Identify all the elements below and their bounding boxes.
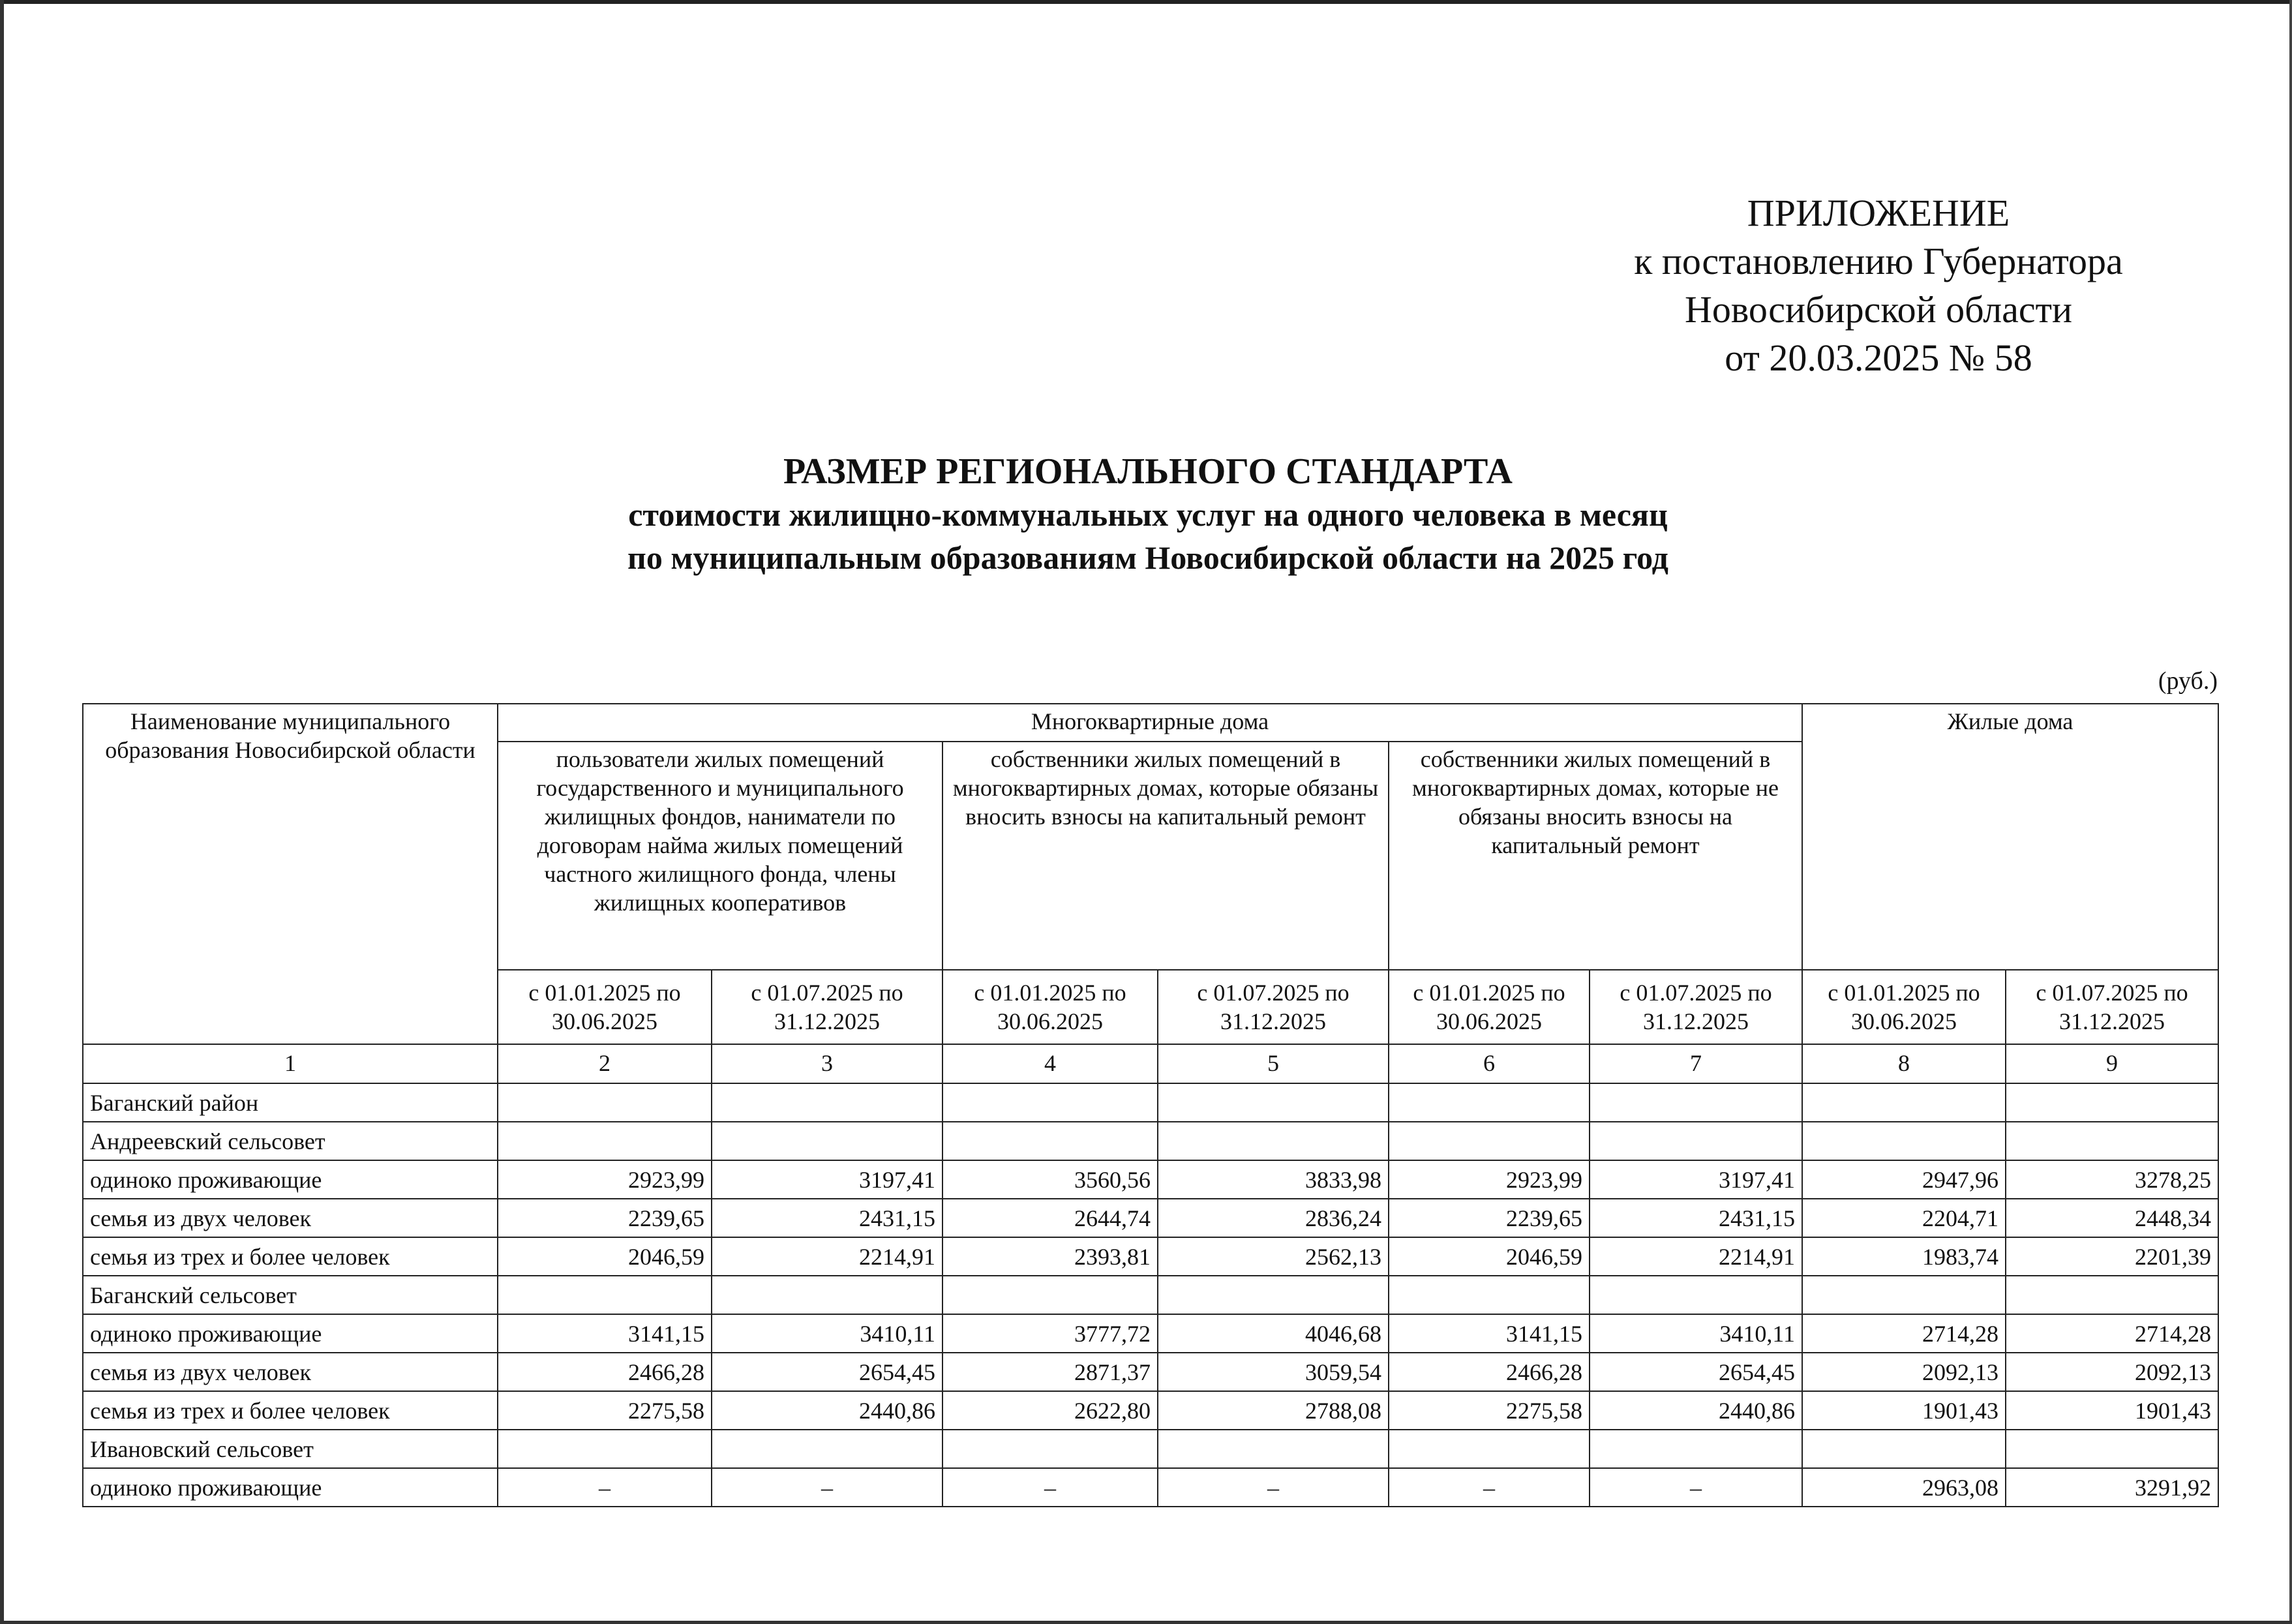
value-cell: 2923,99: [1389, 1160, 1590, 1199]
row-label: Баганский район: [83, 1083, 498, 1122]
row-label: одиноко проживающие: [83, 1314, 498, 1353]
scan-border-bottom: [0, 1621, 2292, 1624]
row-label: семья из двух человек: [83, 1199, 498, 1237]
value-cell: 2201,39: [2006, 1237, 2218, 1276]
value-cell: [712, 1276, 942, 1314]
value-cell: [1389, 1276, 1590, 1314]
value-cell: 2654,45: [1590, 1353, 1802, 1391]
value-cell: [712, 1083, 942, 1122]
approval-line-1: ПРИЛОЖЕНИЕ: [1747, 192, 2010, 234]
row-label: Ивановский сельсовет: [83, 1430, 498, 1468]
value-cell: [942, 1083, 1158, 1122]
value-cell: 2788,08: [1158, 1391, 1389, 1430]
value-cell: [1389, 1083, 1590, 1122]
column-number: 5: [1158, 1044, 1389, 1083]
period-col-4: с 01.01.2025 по 30.06.2025: [942, 970, 1158, 1044]
value-cell: 3141,15: [1389, 1314, 1590, 1353]
title-line-3: по муниципальным образованиям Новосибирской области на 2025 год: [627, 539, 1668, 576]
value-cell: [1802, 1276, 2006, 1314]
value-cell: 3141,15: [498, 1314, 712, 1353]
value-cell: 2239,65: [1389, 1199, 1590, 1237]
period-col-6: с 01.01.2025 по 30.06.2025: [1389, 970, 1590, 1044]
value-cell: 3278,25: [2006, 1160, 2218, 1199]
value-cell: [1389, 1430, 1590, 1468]
period-col-9: с 01.07.2025 по 31.12.2025: [2006, 970, 2218, 1044]
table-row: [83, 1237, 2218, 1276]
value-cell: 2714,28: [2006, 1314, 2218, 1353]
title-line-2: стоимости жилищно-коммунальных услуг на одного человека в месяц: [628, 496, 1668, 533]
title-line-1: РАЗМЕР РЕГИОНАЛЬНОГО СТАНДАРТА: [783, 451, 1513, 492]
value-cell: 2963,08: [1802, 1468, 2006, 1507]
table-row: [83, 1391, 2218, 1430]
value-cell: [2006, 1276, 2218, 1314]
value-cell: –: [942, 1468, 1158, 1507]
value-cell: 2393,81: [942, 1237, 1158, 1276]
value-cell: [1158, 1276, 1389, 1314]
row-label: Андреевский сельсовет: [83, 1122, 498, 1160]
value-cell: 3410,11: [712, 1314, 942, 1353]
value-cell: [498, 1122, 712, 1160]
value-cell: 2275,58: [1389, 1391, 1590, 1430]
value-cell: [1389, 1122, 1590, 1160]
value-cell: 2714,28: [1802, 1314, 2006, 1353]
header-group-tenants: пользователи жилых помещений государственного и муниципального жилищных фондов, наниматели по договорам найма жилых помещений частного жилищного фонда, члены жилищных кооперативов: [498, 742, 942, 970]
header-residential-houses: Жилые дома: [1802, 704, 2218, 970]
value-cell: [2006, 1122, 2218, 1160]
table-row: [83, 1276, 2218, 1314]
value-cell: –: [498, 1468, 712, 1507]
value-cell: –: [1389, 1468, 1590, 1507]
period-col-5: с 01.07.2025 по 31.12.2025: [1158, 970, 1389, 1044]
value-cell: 3197,41: [1590, 1160, 1802, 1199]
value-cell: [1802, 1122, 2006, 1160]
header-group-owners-with-repair-fee: собственники жилых помещений в многоквартирных домах, которые обязаны вносить взносы на капитальный ремонт: [942, 742, 1389, 970]
period-col-7: с 01.07.2025 по 31.12.2025: [1590, 970, 1802, 1044]
column-number: 9: [2006, 1044, 2218, 1083]
table-row: [83, 1430, 2218, 1468]
column-number: 7: [1590, 1044, 1802, 1083]
value-cell: 4046,68: [1158, 1314, 1389, 1353]
value-cell: 1983,74: [1802, 1237, 2006, 1276]
row-label: Баганский сельсовет: [83, 1276, 498, 1314]
value-cell: [942, 1276, 1158, 1314]
value-cell: 2092,13: [2006, 1353, 2218, 1391]
period-col-3: с 01.07.2025 по 31.12.2025: [712, 970, 942, 1044]
value-cell: 2214,91: [712, 1237, 942, 1276]
table-row: [83, 1353, 2218, 1391]
value-cell: 2654,45: [712, 1353, 942, 1391]
value-cell: 3197,41: [712, 1160, 942, 1199]
approval-block: [1552, 189, 2205, 382]
value-cell: 3291,92: [2006, 1468, 2218, 1507]
value-cell: 3777,72: [942, 1314, 1158, 1353]
value-cell: –: [1158, 1468, 1389, 1507]
table-row: [83, 1314, 2218, 1353]
document-title: [326, 450, 1970, 579]
value-cell: [942, 1122, 1158, 1160]
row-label: семья из трех и более человек: [83, 1237, 498, 1276]
table-row: [83, 1160, 2218, 1199]
value-cell: [1802, 1430, 2006, 1468]
value-cell: 2440,86: [712, 1391, 942, 1430]
value-cell: 2466,28: [498, 1353, 712, 1391]
value-cell: 2431,15: [712, 1199, 942, 1237]
value-cell: [712, 1430, 942, 1468]
value-cell: 2836,24: [1158, 1199, 1389, 1237]
value-cell: 3059,54: [1158, 1353, 1389, 1391]
value-cell: [1590, 1122, 1802, 1160]
approval-line-2: к постановлению Губернатора: [1634, 240, 2123, 282]
table-row: [83, 1199, 2218, 1237]
value-cell: 2214,91: [1590, 1237, 1802, 1276]
scan-border-right: [2289, 0, 2292, 1624]
value-cell: 3833,98: [1158, 1160, 1389, 1199]
value-cell: 2092,13: [1802, 1353, 2006, 1391]
table-row: [83, 1122, 2218, 1160]
value-cell: [1158, 1430, 1389, 1468]
value-cell: 2644,74: [942, 1199, 1158, 1237]
value-cell: [498, 1276, 712, 1314]
value-cell: –: [1590, 1468, 1802, 1507]
header-municipality: Наименование муниципального образования Новосибирской области: [83, 704, 498, 1044]
header-apartment-buildings: Многоквартирные дома: [498, 704, 1802, 742]
column-number: 3: [712, 1044, 942, 1083]
value-cell: [2006, 1083, 2218, 1122]
approval-line-4: от 20.03.2025 № 58: [1725, 337, 2032, 379]
value-cell: [1590, 1083, 1802, 1122]
header-row-1: [83, 704, 2218, 742]
column-number: 6: [1389, 1044, 1590, 1083]
value-cell: [2006, 1430, 2218, 1468]
value-cell: [712, 1122, 942, 1160]
column-number-row: [83, 1044, 2218, 1083]
value-cell: [942, 1430, 1158, 1468]
value-cell: 2871,37: [942, 1353, 1158, 1391]
value-cell: 2046,59: [498, 1237, 712, 1276]
table-row: [83, 1468, 2218, 1507]
row-label: семья из двух человек: [83, 1353, 498, 1391]
value-cell: 3410,11: [1590, 1314, 1802, 1353]
row-label: одиноко проживающие: [83, 1160, 498, 1199]
value-cell: [498, 1083, 712, 1122]
column-number: 1: [83, 1044, 498, 1083]
value-cell: 2431,15: [1590, 1199, 1802, 1237]
value-cell: 1901,43: [2006, 1391, 2218, 1430]
scan-border-top: [0, 0, 2292, 4]
value-cell: 2275,58: [498, 1391, 712, 1430]
standard-cost-table: [82, 703, 2219, 1507]
value-cell: 2562,13: [1158, 1237, 1389, 1276]
value-cell: [1158, 1083, 1389, 1122]
value-cell: –: [712, 1468, 942, 1507]
value-cell: 2440,86: [1590, 1391, 1802, 1430]
value-cell: [1802, 1083, 2006, 1122]
value-cell: 2448,34: [2006, 1199, 2218, 1237]
column-number: 4: [942, 1044, 1158, 1083]
value-cell: 2923,99: [498, 1160, 712, 1199]
period-col-2: с 01.01.2025 по 30.06.2025: [498, 970, 712, 1044]
value-cell: 2947,96: [1802, 1160, 2006, 1199]
column-number: 8: [1802, 1044, 2006, 1083]
scan-border-left: [0, 0, 4, 1624]
header-group-owners-without-repair-fee: собственники жилых помещений в многоквартирных домах, которые не обязаны вносить взносы на капитальный ремонт: [1389, 742, 1802, 970]
value-cell: [1158, 1122, 1389, 1160]
currency-unit: (руб.): [2158, 667, 2218, 695]
value-cell: [498, 1430, 712, 1468]
table-row: [83, 1083, 2218, 1122]
value-cell: 2046,59: [1389, 1237, 1590, 1276]
value-cell: 2622,80: [942, 1391, 1158, 1430]
value-cell: 2466,28: [1389, 1353, 1590, 1391]
value-cell: 1901,43: [1802, 1391, 2006, 1430]
value-cell: 2204,71: [1802, 1199, 2006, 1237]
row-label: семья из трех и более человек: [83, 1391, 498, 1430]
row-label: одиноко проживающие: [83, 1468, 498, 1507]
value-cell: 3560,56: [942, 1160, 1158, 1199]
period-col-8: с 01.01.2025 по 30.06.2025: [1802, 970, 2006, 1044]
value-cell: [1590, 1430, 1802, 1468]
column-number: 2: [498, 1044, 712, 1083]
value-cell: [1590, 1276, 1802, 1314]
value-cell: 2239,65: [498, 1199, 712, 1237]
approval-line-3: Новосибирской области: [1684, 288, 2073, 331]
